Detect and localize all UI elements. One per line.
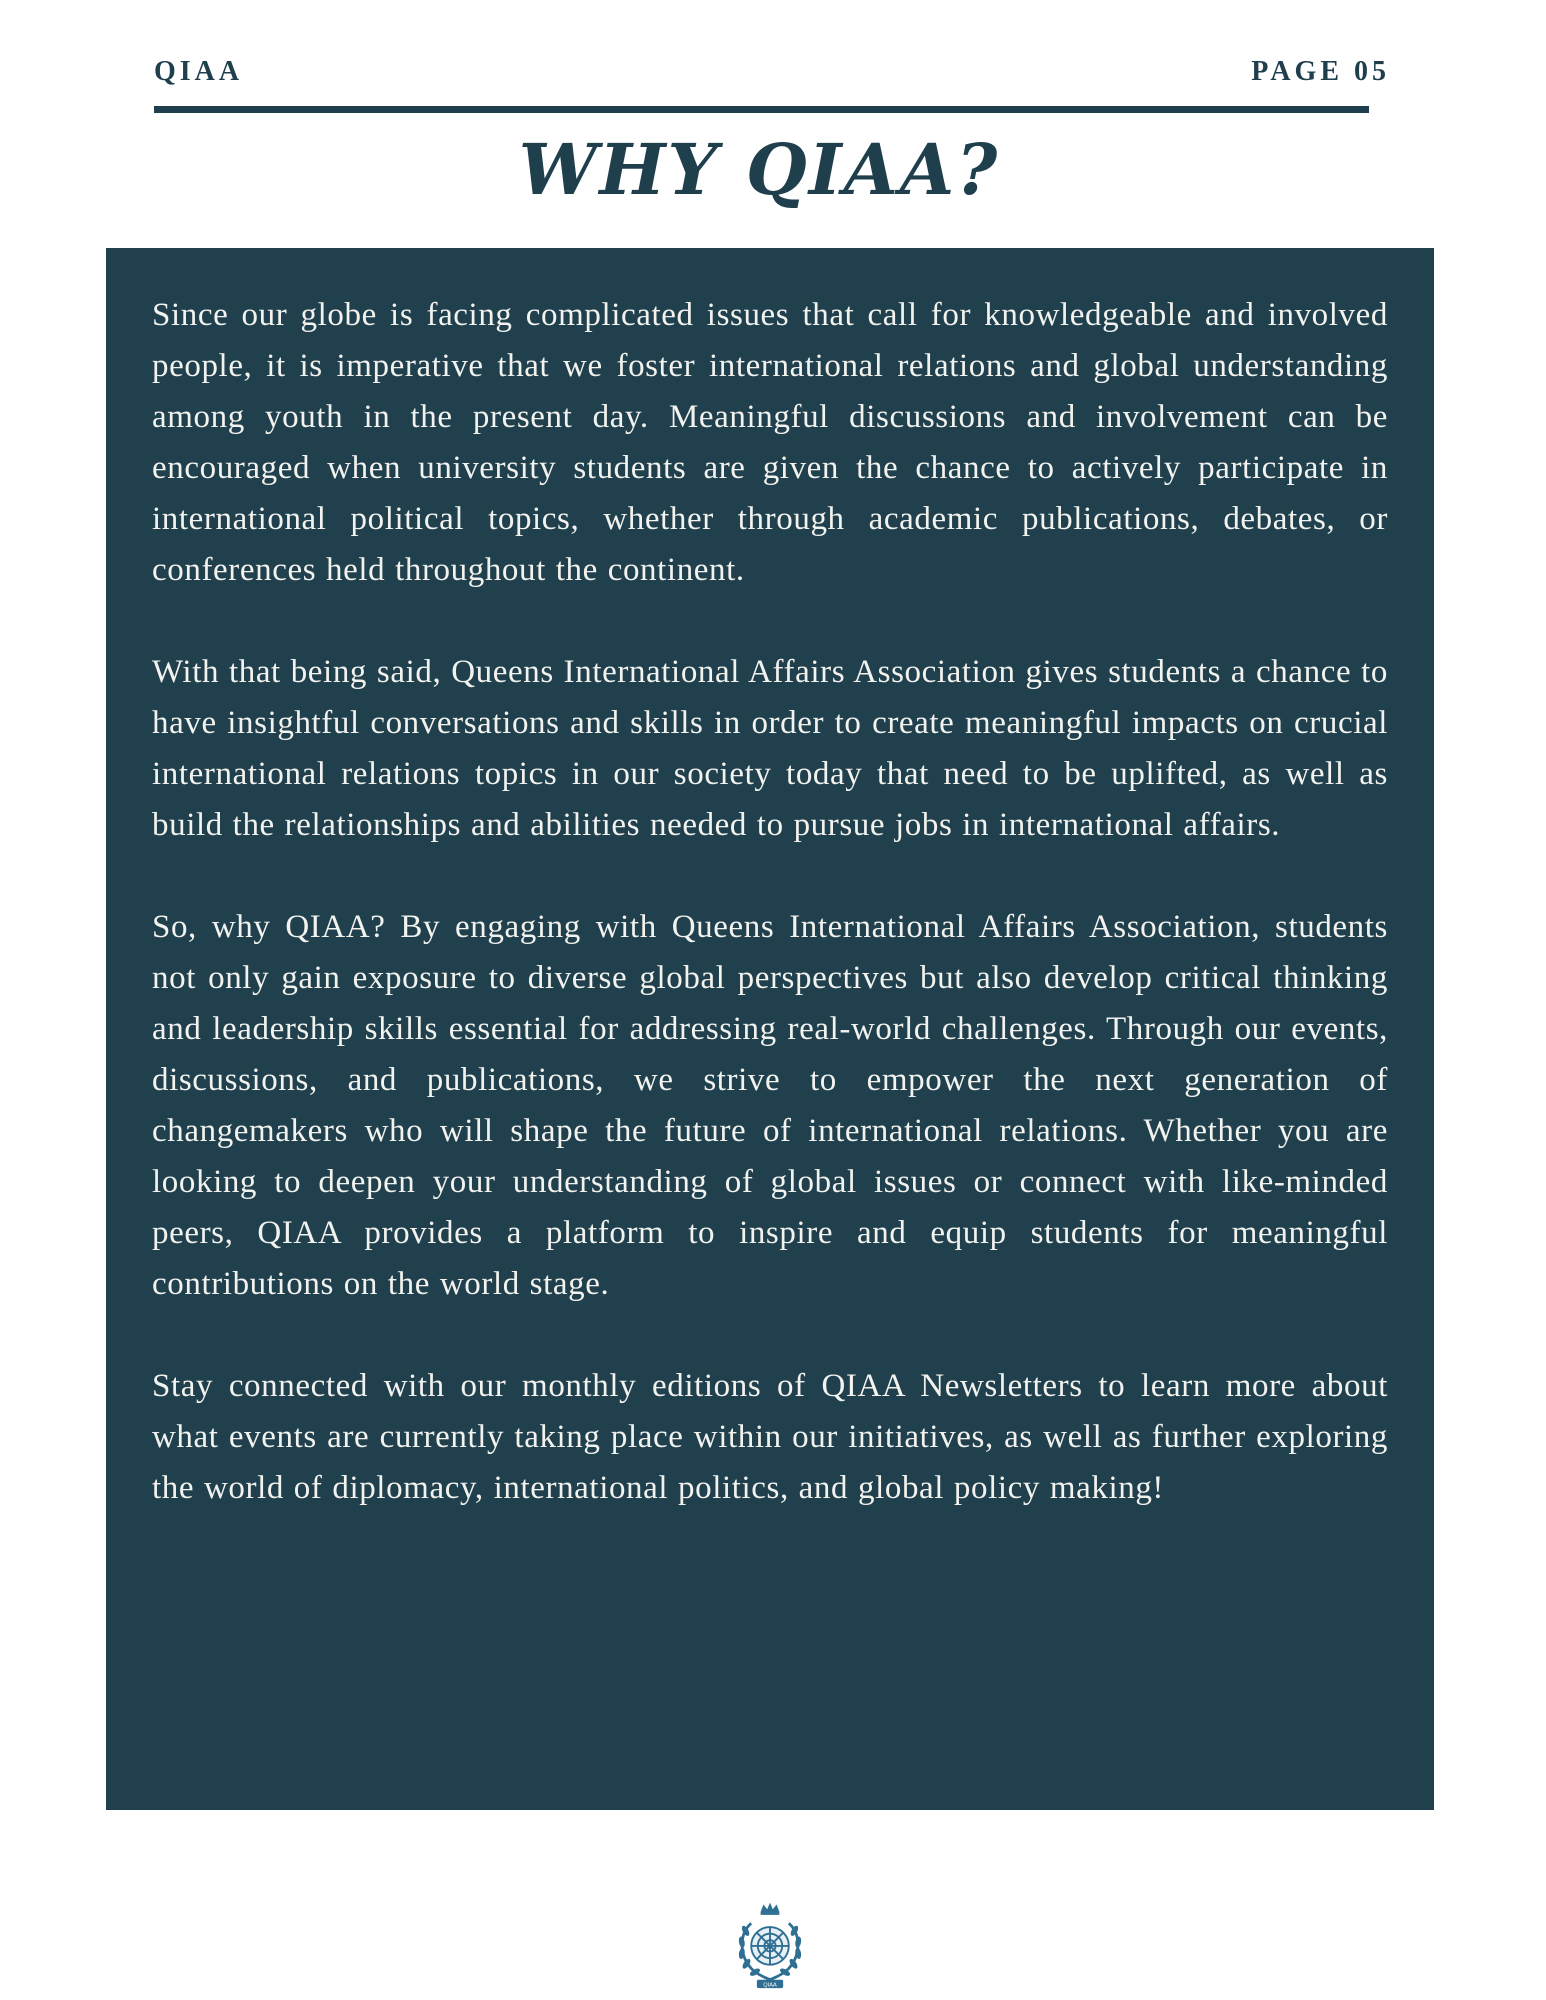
header-divider [154, 106, 1369, 113]
paragraph-stay-connected: Stay connected with our monthly editions of QIAA Newsletters to learn more about what events are currently taking place within our initiatives, as well as further exploring the world of diplomacy, international politics, and global policy making! [152, 1368, 1388, 1506]
header-org-name: QIAA [154, 56, 244, 87]
emblem-label: QIAA [763, 1982, 777, 1989]
content-panel [106, 248, 1434, 1810]
page-title: WHY QIAA? [518, 128, 1000, 211]
globe-icon [751, 1927, 789, 1965]
paragraph-intro: Since our globe is facing complicated issues that call for knowledgeable and involved people, it is imperative that we foster international relations and global understanding among youth in the present day. Meaningful discussions and involvement can be encouraged when university students are given the chance to actively participate in international political topics, whether through academic publications, debates, or conferences held throughout the continent. [152, 297, 1388, 588]
qiaa-emblem-logo [723, 1897, 817, 1991]
crown-icon [761, 1903, 780, 1915]
header-page-number: PAGE 05 [1251, 56, 1390, 87]
paragraph-why-qiaa: So, why QIAA? By engaging with Queens International Affairs Association, students not only gain exposure to diverse global perspectives but also develop critical thinking and leadership skills essential for addressing real-world challenges. Through our events, discussions, and publications, we strive to empower the next generation of changemakers who will shape the future of international relations. Whether you are looking to deepen your understanding of global issues or connect with like-minded peers, QIAA provides a platform to inspire and equip students for meaningful contributions on the world stage. [152, 909, 1388, 1302]
paragraph-qiaa-opportunity: With that being said, Queens International Affairs Association gives students a chance to have insightful conversations and skills in order to create meaningful impacts on crucial international relations topics in our society today that need to be uplifted, as well as build the relationships and abilities needed to pursue jobs in international affairs. [152, 654, 1388, 843]
